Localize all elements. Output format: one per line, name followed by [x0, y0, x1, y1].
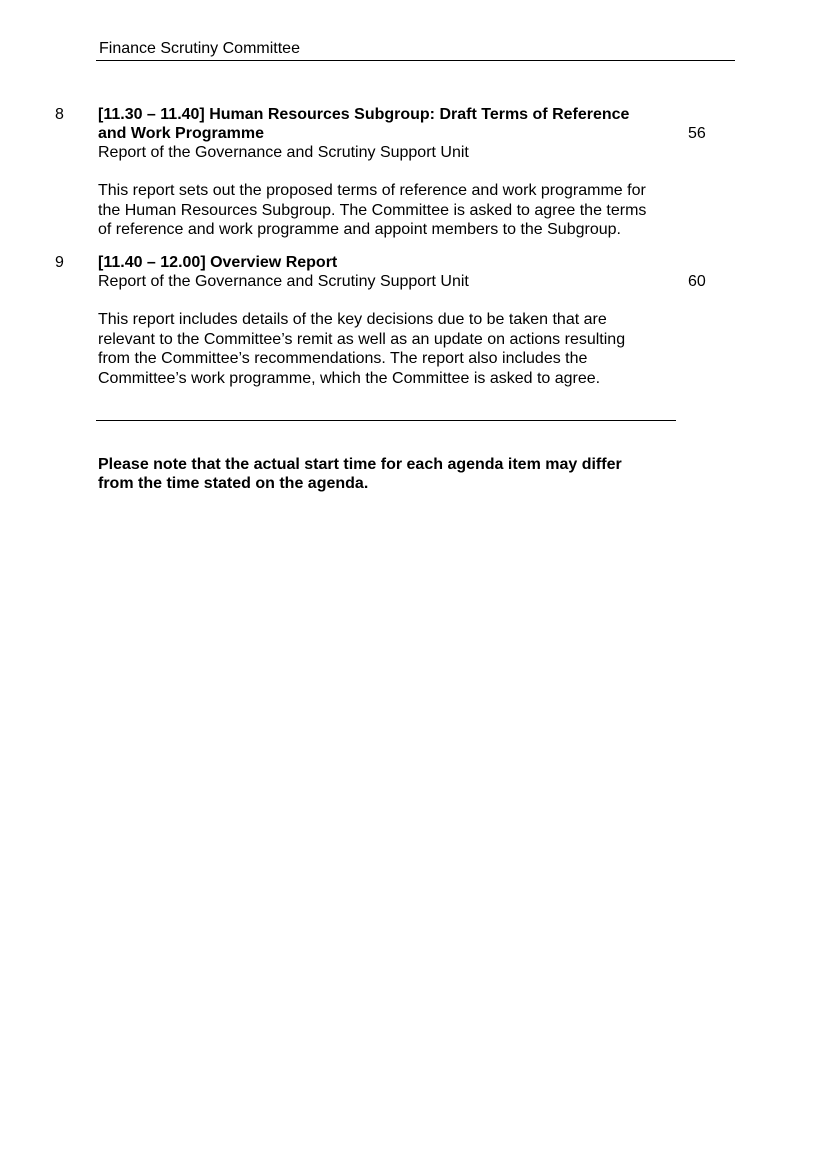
item-body [98, 105, 678, 240]
item-title-line: [11.30 – 11.40] Human Resources Subgroup: Draft Terms of Reference [98, 106, 630, 123]
item-summary [98, 310, 678, 388]
item-summary-line: relevant to the Committee’s remit as well as an update on actions resulting [98, 330, 626, 348]
item-summary-line: This report sets out the proposed terms of reference and work programme for [98, 182, 646, 199]
item-number: 8 [55, 106, 64, 123]
committee-name-header: Finance Scrutiny Committee [99, 40, 300, 57]
item-page-number: 60 [688, 273, 706, 290]
item-title [98, 105, 678, 143]
header-divider [96, 60, 735, 61]
item-source: Report of the Governance and Scrutiny Support Unit [98, 273, 469, 290]
item-body [98, 253, 678, 388]
item-summary-line: Committee’s work programme, which the Committee is asked to agree. [98, 369, 601, 387]
note-line: Please note that the actual start time for each agenda item may differ [98, 456, 622, 473]
item-source: Report of the Governance and Scrutiny Support Unit [98, 144, 469, 161]
agenda-end-divider [96, 420, 676, 421]
item-number: 9 [55, 254, 64, 271]
start-time-note [98, 455, 698, 493]
note-line: from the time stated on the agenda. [98, 475, 369, 492]
item-summary-line: This report includes details of the key decisions due to be taken that are [98, 311, 607, 328]
item-page-number: 56 [688, 125, 706, 142]
item-title [98, 253, 678, 272]
item-summary [98, 181, 678, 240]
item-summary-line: from the Committee’s recommendations. The report also includes the [98, 350, 588, 367]
item-summary-line: the Human Resources Subgroup. The Committee is asked to agree the terms [98, 201, 647, 219]
item-title-line: and Work Programme [98, 125, 264, 142]
item-title-line: [11.40 – 12.00] Overview Report [98, 254, 338, 271]
item-summary-line: of reference and work programme and appoint members to the Subgroup. [98, 221, 621, 238]
